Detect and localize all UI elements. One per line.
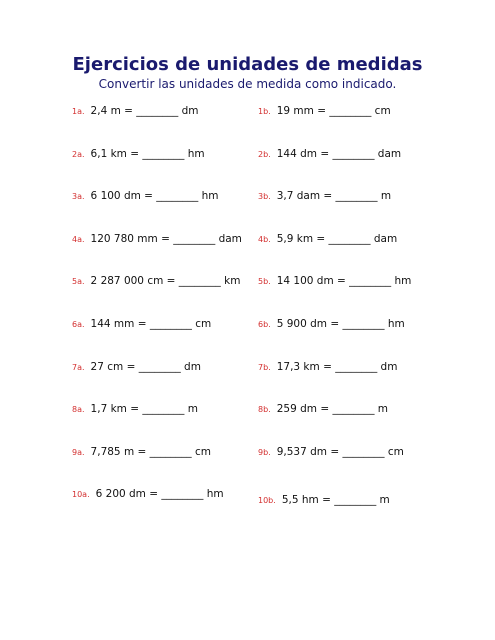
exercise-number: 5b. (258, 277, 271, 286)
exercise-number: 4a. (72, 235, 85, 244)
exercise-text: 6 100 dm = ________ hm (90, 190, 219, 202)
exercise-number: 10a. (72, 490, 90, 499)
exercise-10a (72, 488, 224, 500)
exercise-text: 144 dm = ________ dam (276, 148, 402, 160)
exercise-7b (258, 361, 397, 373)
exercise-number: 9b. (258, 448, 271, 457)
exercise-text: 14 100 dm = ________ hm (276, 275, 412, 287)
exercise-text: 5 900 dm = ________ hm (276, 318, 405, 330)
exercise-number: 3b. (258, 192, 271, 201)
exercise-text: 9,537 dm = ________ cm (276, 446, 404, 458)
exercise-1a (72, 105, 199, 117)
exercise-text: 3,7 dam = ________ m (276, 190, 392, 202)
exercise-text: 6 200 dm = ________ hm (95, 488, 224, 500)
exercise-number: 8b. (258, 405, 271, 414)
exercise-4b (258, 233, 397, 245)
exercise-number: 7b. (258, 363, 271, 372)
exercise-number: 2a. (72, 150, 85, 159)
exercise-3b (258, 190, 391, 202)
exercise-7a (72, 361, 201, 373)
exercise-text: 2,4 m = ________ dm (90, 105, 199, 117)
exercise-number: 6a. (72, 320, 85, 329)
exercise-number: 9a. (72, 448, 85, 457)
exercise-text: 144 mm = ________ cm (90, 318, 212, 330)
exercise-6a (72, 318, 211, 330)
exercise-text: 5,5 hm = ________ m (281, 494, 390, 506)
exercise-text: 259 dm = ________ m (276, 403, 389, 415)
exercise-number: 4b. (258, 235, 271, 244)
exercise-text: 5,9 km = ________ dam (276, 233, 398, 245)
exercise-text: 7,785 m = ________ cm (90, 446, 211, 458)
exercise-text: 27 cm = ________ dm (90, 361, 201, 373)
exercise-number: 8a. (72, 405, 85, 414)
page-subtitle: Convertir las unidades de medida como indicado. (98, 77, 397, 91)
exercise-number: 1a. (72, 107, 85, 116)
exercise-number: 3a. (72, 192, 85, 201)
exercise-text: 1,7 km = ________ m (90, 403, 198, 415)
exercise-number: 10b. (258, 496, 276, 505)
exercise-number: 2b. (258, 150, 271, 159)
exercise-3a (72, 190, 219, 202)
exercise-2a (72, 148, 205, 160)
exercise-text: 19 mm = ________ cm (276, 105, 391, 117)
exercise-number: 1b. (258, 107, 271, 116)
exercise-5b (258, 275, 411, 287)
exercise-9a (72, 446, 211, 458)
exercise-text: 120 780 mm = ________ dam (90, 233, 242, 245)
exercise-9b (258, 446, 404, 458)
exercise-10b (258, 494, 390, 506)
exercise-8a (72, 403, 198, 415)
exercise-text: 17,3 km = ________ dm (276, 361, 398, 373)
page-title: Ejercicios de unidades de medidas (72, 54, 423, 75)
exercise-2b (258, 148, 401, 160)
exercise-number: 5a. (72, 277, 85, 286)
exercise-1b (258, 105, 391, 117)
exercise-number: 7a. (72, 363, 85, 372)
exercise-8b (258, 403, 388, 415)
exercise-4a (72, 233, 242, 245)
exercise-6b (258, 318, 405, 330)
exercise-text: 6,1 km = ________ hm (90, 148, 205, 160)
exercise-5a (72, 275, 240, 287)
exercise-text: 2 287 000 cm = ________ km (90, 275, 241, 287)
exercise-number: 6b. (258, 320, 271, 329)
